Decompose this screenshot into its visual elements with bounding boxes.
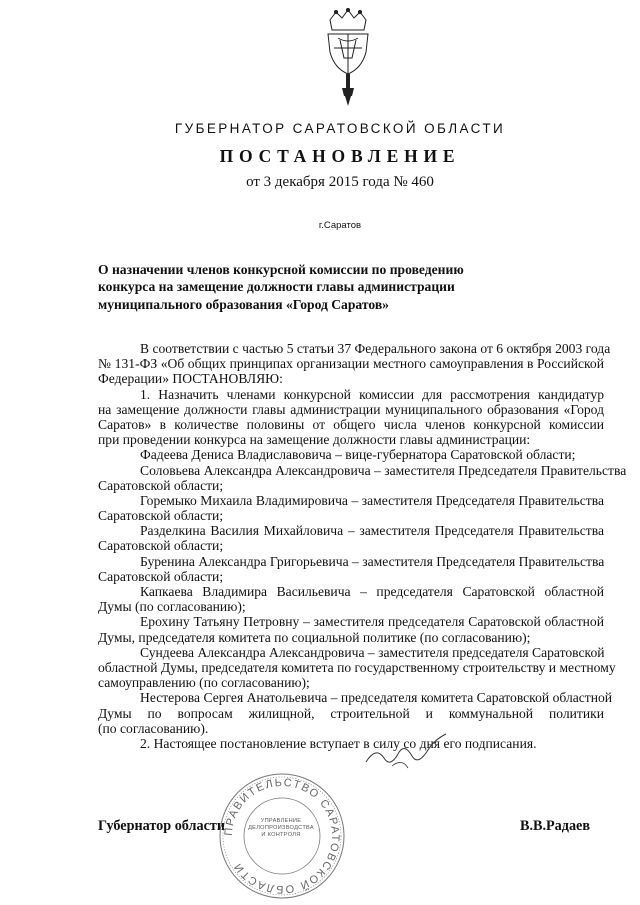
signatory-name: В.В.Радаев: [520, 818, 591, 834]
body-line: В соответствии с частью 5 статьи 37 Федерального закона от 6 октября 2003 года: [140, 341, 611, 356]
body-line: Горемыко Михаила Владимировича – заместителя Председателя Правительства: [140, 492, 604, 508]
body-line: Думы по вопросам жилищной, строительной и коммунальной политики: [98, 705, 604, 721]
document-type: ПОСТАНОВЛЕНИЕ: [219, 146, 461, 166]
issuing-authority: ГУБЕРНАТОР САРАТОВСКОЙ ОБЛАСТИ: [174, 121, 506, 136]
body-line: Саратовской области;: [98, 477, 224, 493]
signatory-title: Губернатор области: [98, 818, 226, 834]
body-line: Федерации» ПОСТАНОВЛЯЮ:: [98, 371, 283, 387]
body-line: (по согласованию).: [98, 720, 209, 736]
body-line: Саратовской области;: [98, 568, 224, 584]
coat-of-arms-icon: [318, 8, 378, 108]
body-line: Ерохину Татьяну Петровну – заместителя председателя Саратовской областной: [140, 614, 604, 630]
body-line: Капкаева Владимира Васильевича – председателя Саратовской областной: [140, 584, 604, 599]
body-line: областной Думы, председателя комитета по государственному строительству и местному: [98, 659, 616, 675]
body-line: Фадеева Дениса Владиславовича – вице-губернатора Саратовской области;: [140, 447, 576, 463]
body-line: Буренина Александра Григорьевича – заместителя Председателя Правительства: [140, 553, 605, 569]
body-line: при проведении конкурса на замещение должности главы администрации:: [98, 432, 531, 448]
body-line: 2. Настоящее постановление вступает в силу со дня его подписания.: [140, 735, 537, 751]
body-line: самоуправлению (по согласованию);: [98, 675, 310, 691]
body-line: Разделкина Василия Михайловича – заместителя Председателя Правительства: [140, 523, 604, 539]
body-line: Саратовской области;: [98, 538, 224, 554]
body-line: Саратов» в количестве половины от общего числа членов конкурсной комиссии: [98, 416, 604, 432]
body-line: Саратовской области;: [98, 508, 224, 524]
body-line: на замещение должности главы администрации муниципального образования «Город: [98, 401, 604, 417]
stamp-inner-line: И КОНТРОЛЯ: [261, 832, 301, 838]
stamp-inner-line: УПРАВЛЕНИЕ: [260, 818, 302, 824]
document-city: г.Саратов: [318, 220, 362, 231]
subject-line: муниципального образования «Город Саратов»: [98, 296, 389, 312]
body-line: Соловьева Александра Александровича – заместителя Председателя Правительства: [140, 462, 627, 478]
subject-line: О назначении членов конкурсной комиссии по проведению: [98, 262, 464, 277]
document-date-number: от 3 декабря 2015 года № 460: [246, 174, 434, 190]
stamp-ring-text: ПРАВИТЕЛЬСТВО САРАТОВСКОЙ ОБЛАСТИ: [222, 776, 342, 896]
document-subject: [98, 261, 498, 313]
body-line: Думы, председателя комитета по социальной политике (по согласованию);: [98, 629, 531, 645]
body-line: № 131-ФЗ «Об общих принципах организации местного самоуправления в Российской: [98, 356, 604, 372]
document-body: [98, 341, 627, 751]
stamp-inner-text: [246, 818, 316, 839]
body-line: Думы (по согласованию);: [98, 599, 246, 615]
body-line: Сундеева Александра Александровича – заместителя председателя Саратовской: [140, 644, 605, 660]
stamp-inner-line: ДЕЛОПРОИЗВОДСТВА: [248, 825, 314, 831]
body-line: Нестерова Сергея Анатольевича – председателя комитета Саратовской областной: [140, 690, 613, 706]
handwritten-signature: [362, 728, 452, 776]
subject-line: конкурса на замещение должности главы администрации: [98, 279, 455, 295]
body-line: 1. Назначить членами конкурсной комиссии для рассмотрения кандидатур: [140, 386, 604, 402]
